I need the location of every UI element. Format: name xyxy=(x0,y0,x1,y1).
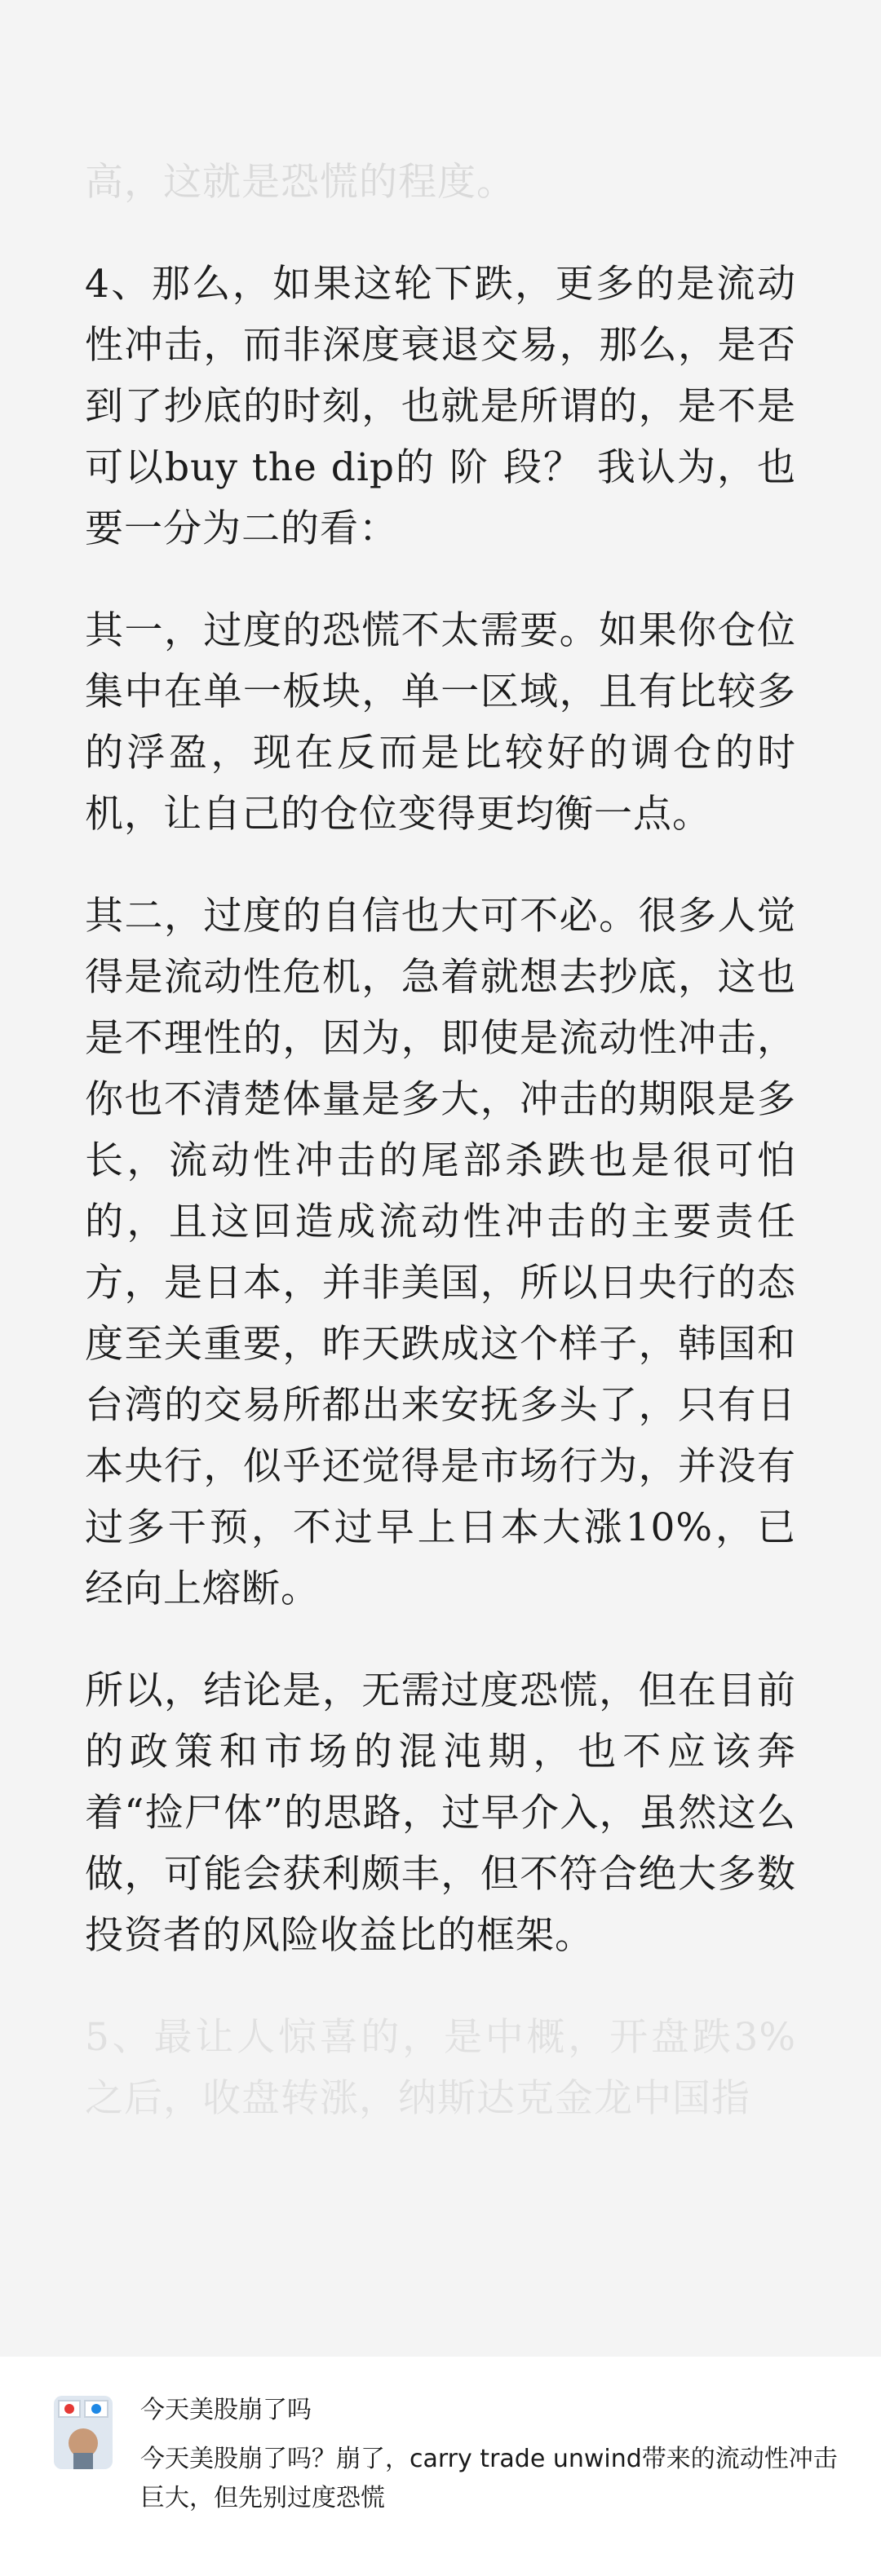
avatar-icon[interactable] xyxy=(54,2396,113,2469)
paragraph-first-point: 其一，过度的恐慌不太需要。如果你仓位集中在单一板块，单一区域，且有比较多的浮盈，现在反而是比较好的调仓的时机，让自己的仓位变得更均衡一点。 xyxy=(85,608,796,837)
shared-post-card[interactable] xyxy=(0,2357,881,2576)
bottom-fade-overlay xyxy=(0,2177,881,2357)
paragraph-second-point: 其二，过度的自信也大可不必。很多人觉得是流动性危机，急着就想去抄底，这也是不理性的，因为，即使是流动性冲击，你也不清楚体量是多大，冲击的期限是多长，流动性冲击的尾部杀跌也是很可怕的，且这回造成流动性冲击的主要责任方，是日本，并非美国，所以日央行的态度至关重要，昨天跌成这个样子，韩国和台湾的交易所都出来安抚多头了，只有日本央行，似乎还觉得是市场行为，并没有过多干预，不过早上日本大涨10%，已经向上熔断。 xyxy=(85,894,796,1611)
paragraph-5-faded: 5、最让人惊喜的，是中概，开盘跌3%之后，收盘转涨，纳斯达克金龙中国指 xyxy=(85,2015,796,2121)
paragraph-4: 4、那么，如果这轮下跌，更多的是流动性冲击，而非深度衰退交易，那么，是否到了抄底的时刻，也就是所谓的，是不是可以buy the dip的 阶 段？ 我认为，也要一分为二的看： xyxy=(85,262,796,551)
post-title[interactable]: 今天美股崩了吗 xyxy=(140,2396,312,2424)
paragraph-faded-top: 高，这就是恐慌的程度。 xyxy=(85,160,516,205)
article-body xyxy=(85,152,796,2170)
post-description: 今天美股崩了吗？崩了，carry trade unwind带来的流动性冲击巨大，但先别过度恐慌 xyxy=(140,2445,838,2512)
paragraph-conclusion: 所以，结论是，无需过度恐慌，但在目前的政策和市场的混沌期，也不应该奔着“捡尸体”的思路，过早介入，虽然这么做，可能会获利颇丰，但不符合绝大多数投资者的风险收益比的框架。 xyxy=(85,1668,796,1958)
